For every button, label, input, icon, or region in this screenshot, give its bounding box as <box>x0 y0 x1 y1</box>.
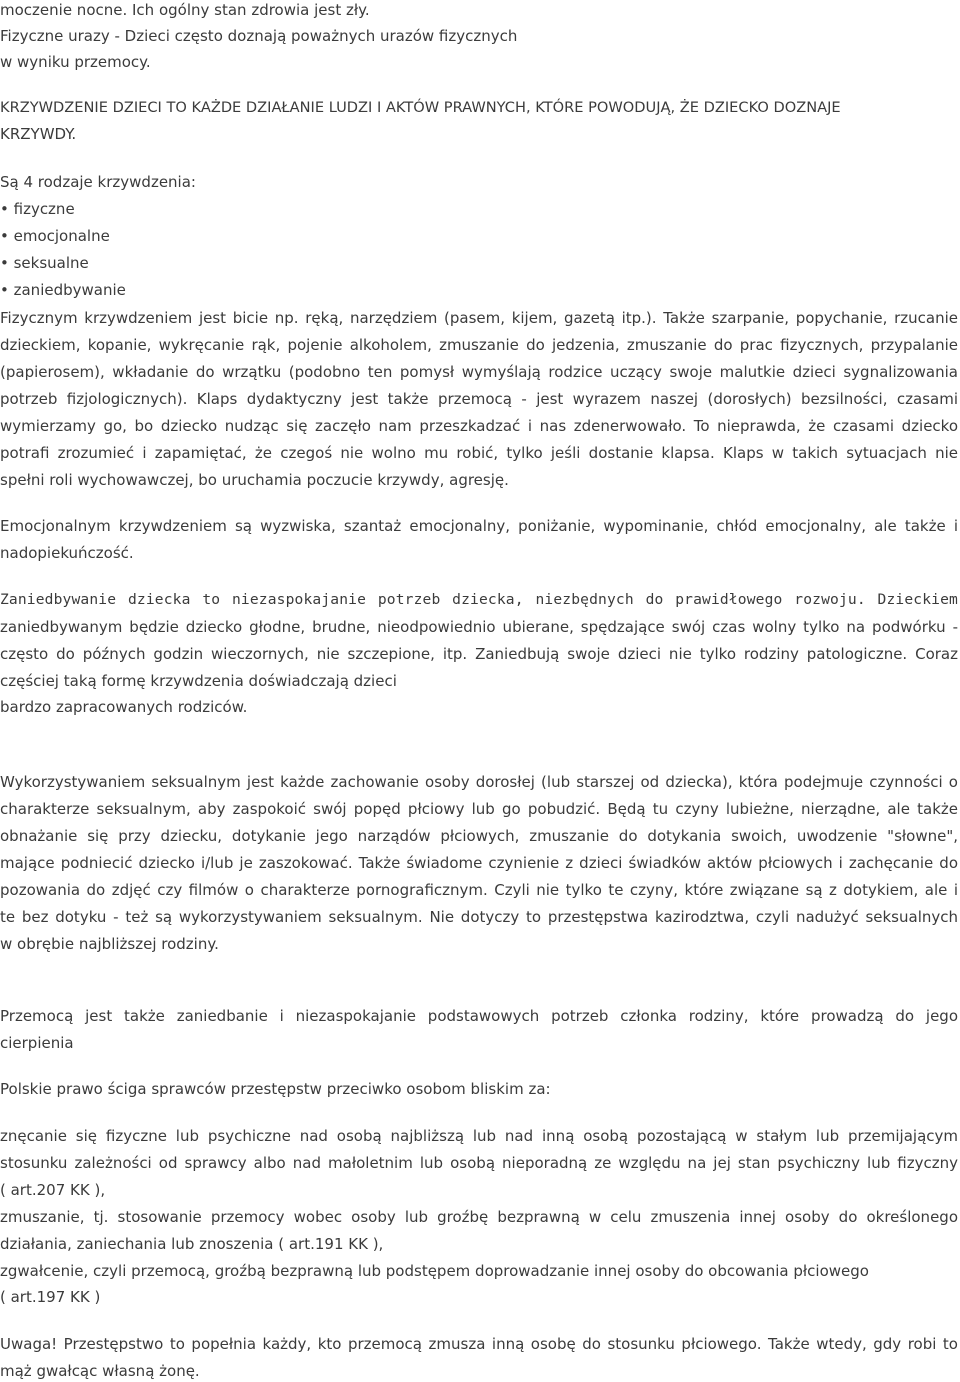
text-line: • seksualne <box>0 254 89 272</box>
text-line: potrzeb fizjologicznych). Klaps dydaktyczny jest także przemocą - jest wyrazem naszej (dorosłych) bezsilności, czasami <box>0 390 958 408</box>
text-line: Przemocą jest także zaniedbanie i niezaspokajanie podstawowych potrzeb członka rodziny, które prowadzą do jego <box>0 1007 958 1025</box>
text-line: • emocjonalne <box>0 227 110 245</box>
text-line: spełni roli wychowawczej, bo uruchamia poczucie krzywdy, agresję. <box>0 471 509 489</box>
text-line: nadopiekuńczość. <box>0 544 134 562</box>
text-line: znęcanie się fizyczne lub psychiczne nad osobą najbliższą lub nad inną osobą pozostającą w stałym lub przemijającym <box>0 1127 958 1145</box>
text-line: (papierosem), wkładanie do wrzątku (podobno ten pomysł wymyślają rodzice uczący swoje malutkie dzieci sygnalizowania <box>0 363 958 381</box>
text-line: moczenie nocne. Ich ogólny stan zdrowia jest zły. <box>0 1 370 19</box>
text-line: zgwałcenie, czyli przemocą, groźbą bezprawną lub podstępem doprowadzanie innej osoby do obcowania płciowego <box>0 1262 869 1280</box>
text-line: działania, zaniechania lub znoszenia ( art.191 KK ), <box>0 1235 384 1253</box>
text-line: charakterze seksualnym, aby zaspokoić swój popęd płciowy lub go pobudzić. Będą tu czyny lubieżne, nierządne, ale także <box>0 800 958 818</box>
text-line: Są 4 rodzaje krzywdzenia: <box>0 173 196 191</box>
text-line: Zaniedbywanie dziecka to niezaspokajanie potrzeb dziecka, niezbędnych do prawidłowego rozwoju. Dzieckiem <box>0 591 958 608</box>
text-line: ( art.197 KK ) <box>0 1288 101 1306</box>
text-line: wymierzamy go, bo dziecko nudząc się zaczęło nam przeszkadzać i nas zdenerwowało. To nieprawda, że czasami dziecko <box>0 417 958 435</box>
text-line: częściej taką formę krzywdzenia doświadczają dzieci <box>0 672 397 690</box>
text-line: stosunku zależności od sprawcy albo nad małoletnim lub osobą nieporadną ze względu na jej stan psychiczny lub fizyczny <box>0 1154 958 1172</box>
text-line: te bez dotyku - też są wykorzystywaniem seksualnym. Nie dotyczy to przestępstwa kazirodztwa, czyli nadużyć seksualnych <box>0 908 958 926</box>
text-line: dzieckiem, kopanie, wykręcanie rąk, pojenie alkoholem, zmuszanie do jedzenia, zmuszanie do prac fizycznych, przypalanie <box>0 336 958 354</box>
text-line: • zaniedbywanie <box>0 281 126 299</box>
text-line: Polskie prawo ściga sprawców przestępstw przeciwko osobom bliskim za: <box>0 1080 551 1098</box>
text-line: mąż gwałcąc własną żonę. <box>0 1362 200 1380</box>
text-line: często do późnych godzin wieczornych, nie szczepione, itp. Zaniedbują swoje dzieci nie tylko rodziny patologiczne. Coraz <box>0 645 958 663</box>
text-line: cierpienia <box>0 1034 74 1052</box>
text-line: KRZYWDZENIE DZIECI TO KAŻDE DZIAŁANIE LUDZI I AKTÓW PRAWNYCH, KTÓRE POWODUJĄ, ŻE DZIECKO DOZNAJE <box>0 99 841 116</box>
text-line: w obrębie najbliższej rodziny. <box>0 935 219 953</box>
text-line: Wykorzystywaniem seksualnym jest każde zachowanie osoby dorosłej (lub starszej od dziecka), która podejmuje czynności o <box>0 773 958 791</box>
text-line: KRZYWDY. <box>0 125 77 143</box>
text-line: ( art.207 KK ), <box>0 1181 106 1199</box>
text-line: potrafi zrozumieć i zapamiętać, że czegoś nie wolno mu robić, tylko jeśli dostanie klapsa. Klaps w takich sytuacjach nie <box>0 444 958 462</box>
text-line: mające podniecić dziecko i/lub je zaszokować. Także świadome czynienie z dzieci świadków aktów płciowych i zachęcanie do <box>0 854 958 872</box>
text-line: zaniedbywanym będzie dziecko głodne, brudne, nieodpowiednio ubierane, spędzające swój czas wolny tylko na podwórku - <box>0 618 958 636</box>
text-line: Fizyczne urazy - Dzieci często doznają poważnych urazów fizycznych <box>0 27 518 45</box>
text-line: w wyniku przemocy. <box>0 53 151 71</box>
text-line: pozowania do zdjęć czy filmów o charakterze pornograficznym. Czyli nie tylko te czyny, które związane są z dotykiem, ale i <box>0 881 958 899</box>
text-line: Fizycznym krzywdzeniem jest bicie np. ręką, narzędziem (pasem, kijem, gazetą itp.). Także szarpanie, popychanie, rzucanie <box>0 309 958 327</box>
text-line: zmuszanie, tj. stosowanie przemocy wobec osoby lub groźbę bezprawną w celu zmuszenia innej osoby do określonego <box>0 1208 958 1226</box>
text-line: • fizyczne <box>0 200 75 218</box>
text-line: obnażanie się przy dziecku, dotykanie jego narządów płciowych, zmuszanie do dotykania swoich, uwodzenie "słowne", <box>0 827 958 845</box>
text-line: bardzo zapracowanych rodziców. <box>0 698 248 716</box>
text-line: Uwaga! Przestępstwo to popełnia każdy, kto przemocą zmusza inną osobę do stosunku płciowego. Także wtedy, gdy robi to <box>0 1335 958 1353</box>
text-line: Emocjonalnym krzywdzeniem są wyzwiska, szantaż emocjonalny, poniżanie, wypominanie, chłód emocjonalny, ale także i <box>0 517 958 535</box>
